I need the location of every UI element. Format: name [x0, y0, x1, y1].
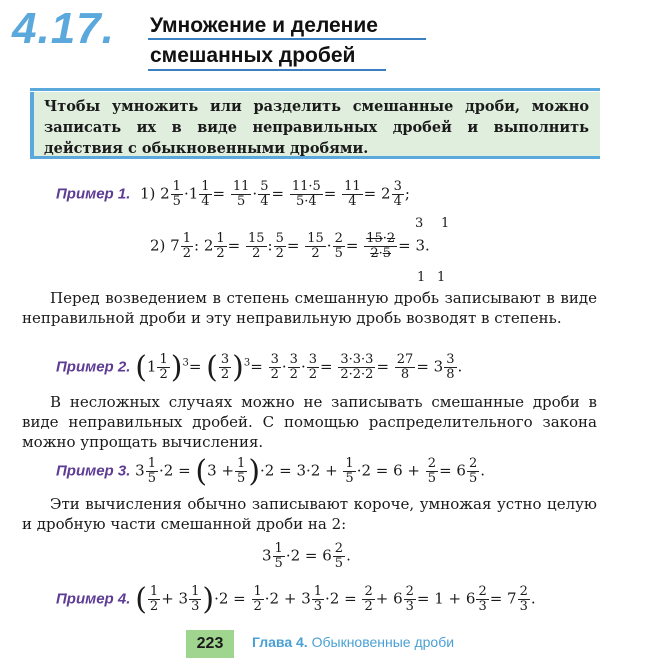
example-2-label: Пример 2. [56, 358, 131, 376]
page-number: 223 [186, 630, 234, 658]
short-calculation: 3 $\frac{1}{5}$ ·2 = 6 $\frac{2}{5}$ . [262, 541, 351, 571]
cancel-top-3: 3 [415, 216, 424, 231]
example-1-line-1: Пример 1. 1) 2 $\frac{1}{5}$ ·1 $\frac{1}{4}$ = $\frac{11}{5}$ · $\frac{5}{4}$ = $\frac{11\cdot 5}{5\cdot 4}$ = $\frac{11}{4}$ = 2 $\frac{3}{4}$ ; [56, 179, 410, 209]
chapter-label: Глава 4. [252, 634, 308, 650]
title-underline [148, 38, 426, 40]
example-4-label: Пример 4. [56, 590, 131, 608]
example-3-line: Пример 3. 3 $\frac{1}{5}$ ·2 = (3 + $\frac{1}{5}$ )·2 = 3·2 + $\frac{1}{5}$ ·2 = 6 + $\frac{2}{5}$ = 6 $\frac{2}{5}$ . [56, 454, 486, 489]
example-2-line: Пример 2. (1 $\frac{1}{2}$ )$^3$= ( $\frac{3}{2}$ )$^3$= $\frac{3}{2}$ · $\frac{3}{2}$ · $\frac{3}{2}$ = $\frac{3\cdot 3\cdot 3}{2\cdot 2\cdot 2}$ = $\frac{27}{8}$ = 3 $\frac{3}{8}$ . [56, 350, 463, 385]
cancel-top-1: 1 [441, 216, 450, 231]
rule-text: Чтобы умножить или разделить смешанные дроби, можно записать их в виде неправильных дробей и выполнить действия с обыкновенными дробями. [44, 98, 589, 157]
cancel-bottom-1: 1 [417, 270, 426, 285]
cancel-bottom-1b: 1 [437, 270, 446, 285]
example-3-label: Пример 3. [56, 462, 131, 480]
paragraph-3: Эти вычисления обычно записывают короче, умножая устно целую и дробную части смешанной дроби на 2: [22, 495, 597, 533]
rule-top-border [30, 88, 600, 91]
example-1-label: Пример 1. [56, 185, 131, 203]
section-title-line2: смешанных дробей [150, 44, 356, 67]
paragraph-1: Перед возведением в степень смешанную дробь записывают в виде неправильной дроби и эту неправильную дробь возводят в степень. [22, 289, 597, 327]
section-number: 4.17. [12, 4, 115, 53]
example-4-line: Пример 4. ( $\frac{1}{2}$ + 3 $\frac{1}{3}$ )·2 = $\frac{1}{2}$ ·2 + 3 $\frac{1}{3}$ ·2 = $\frac{2}{2}$ + 6 $\frac{2}{3}$ = 1 + 6 $\frac{2}{3}$ = 7 $\frac{2}{3}$ . [56, 582, 536, 617]
section-title-line1: Умножение и деление [150, 14, 378, 37]
title-underline [148, 69, 386, 71]
paragraph-2: В несложных случаях можно не записывать смешанные дроби в виде неправильных дробей. С помощью распределительного закона можно упрощать вычисления. [22, 393, 597, 451]
chapter-footer [252, 634, 454, 650]
example-1-line-2: 2) 7 $\frac{1}{2}$ : 2 $\frac{1}{2}$ = $\frac{15}{2}$ : $\frac{5}{2}$ = $\frac{15}{2}$ · $\frac{2}{5}$ = $\frac{15\cdot 2}{2\cdot 5}$ = 3. [150, 231, 430, 261]
chapter-title: Обыкновенные дроби [311, 634, 455, 650]
